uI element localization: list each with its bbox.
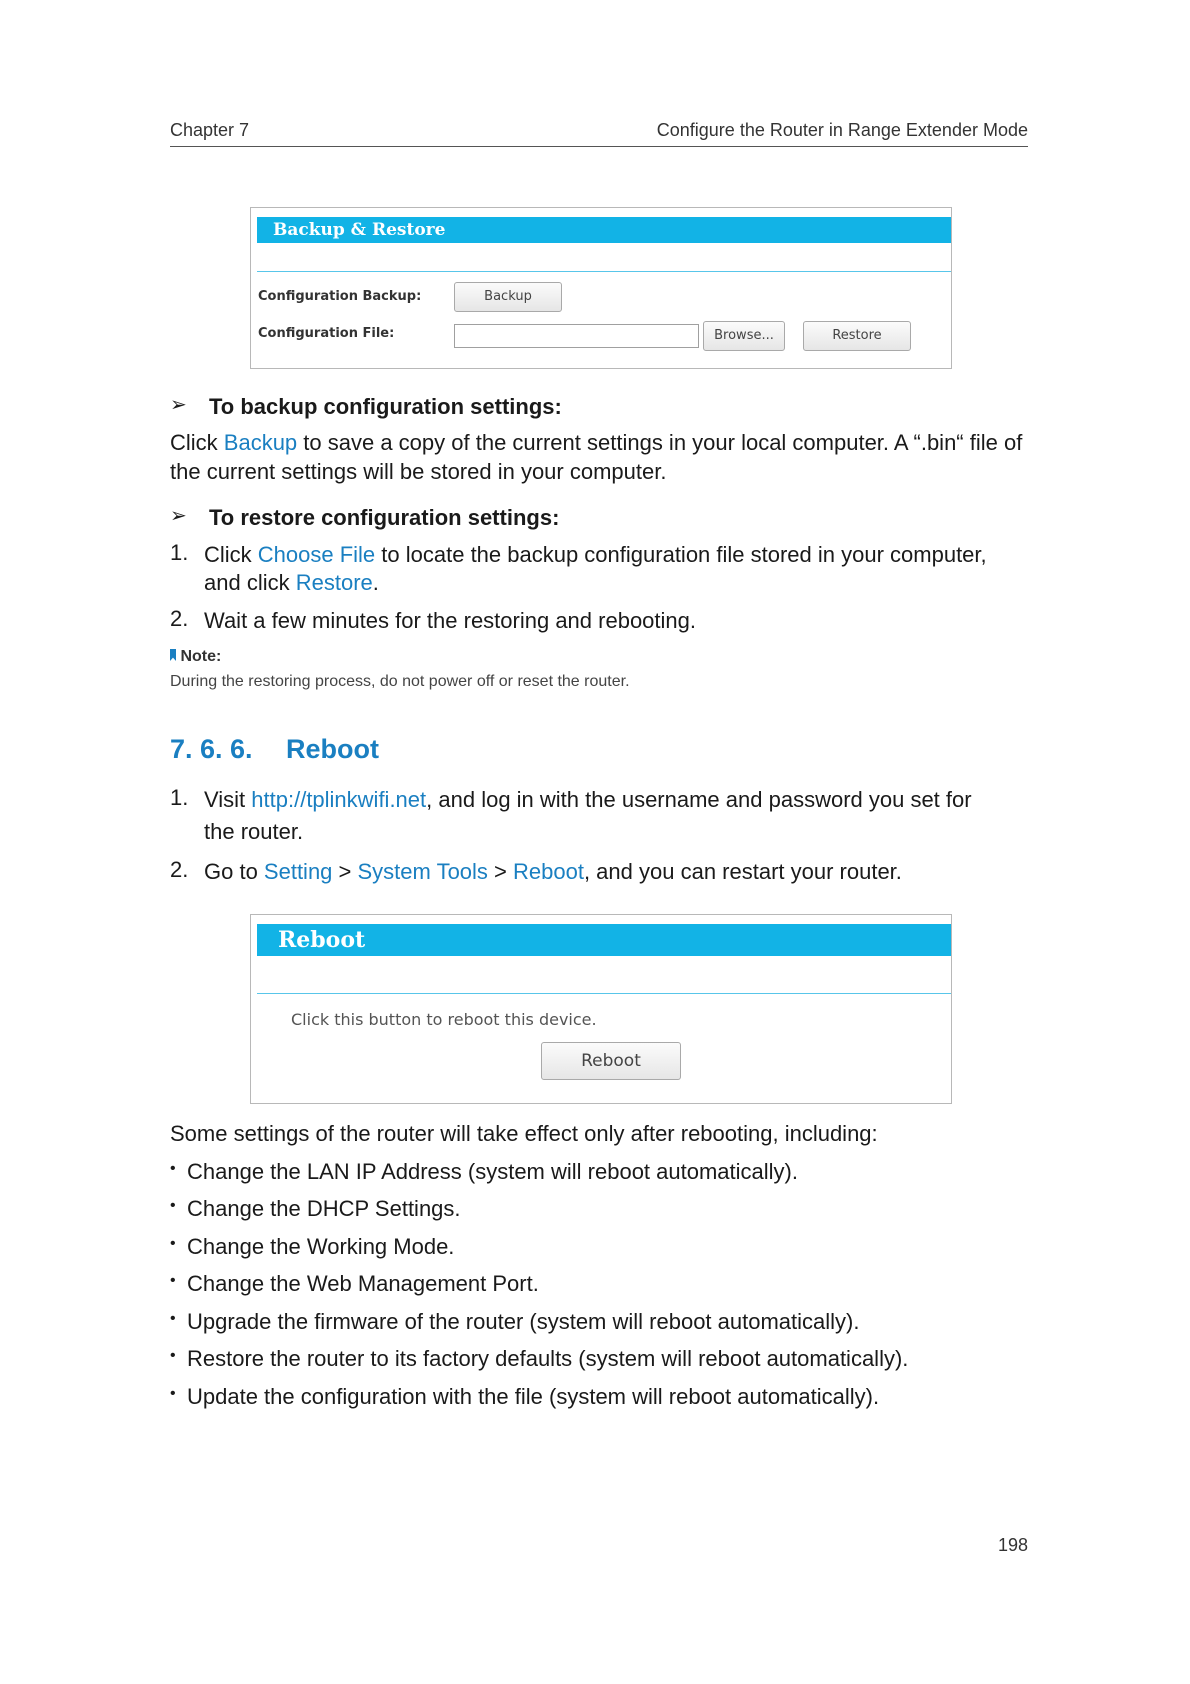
title-underline: [257, 271, 951, 272]
restore-button[interactable]: Restore: [803, 321, 911, 351]
bullet-icon: •: [170, 1385, 176, 1402]
reboot-description: Click this button to reboot this device.: [291, 1010, 597, 1029]
reboot-step2-text-post: , and you can restart your router.: [583, 859, 902, 884]
chapter-label: Chapter 7: [170, 120, 250, 140]
backup-restore-panel: [250, 207, 952, 369]
reboot-panel: [250, 914, 952, 1104]
backup-heading: To backup configuration settings:: [209, 394, 562, 419]
backup-link[interactable]: Backup: [223, 430, 298, 455]
reboot-step1-number: 1.: [170, 785, 189, 810]
reboot-step2-text: Go to: [204, 859, 264, 884]
bullet-icon: •: [170, 1160, 176, 1177]
restore-step2-text: Wait a few minutes for the restoring and rebooting.: [204, 608, 696, 633]
bullet-icon: •: [170, 1272, 176, 1289]
restore-step2-number: 2.: [170, 606, 189, 631]
section-number: 7. 6. 6.: [170, 734, 253, 764]
reboot-title: Reboot: [278, 927, 366, 953]
backup-restore-title-bar: [257, 217, 951, 243]
reboot-step1-line2: the router.: [204, 819, 304, 844]
bullet-icon: •: [170, 1197, 176, 1214]
note-text: During the restoring process, do not power off or reset the router.: [170, 673, 630, 690]
reboot-step2-line: [204, 857, 902, 886]
list-item: Change the Web Management Port.: [187, 1271, 539, 1296]
breadcrumb-separator: >: [487, 859, 513, 884]
list-item: Restore the router to its factory defaults (system will reboot automatically).: [187, 1346, 909, 1371]
system-tools-link[interactable]: System Tools: [357, 859, 488, 884]
reboot-step1-line1: [204, 785, 1028, 814]
restore-step1-line2-text: and click: [204, 570, 296, 595]
page-number: 198: [997, 1535, 1028, 1555]
browse-button[interactable]: Browse...: [703, 321, 785, 351]
backup-button[interactable]: Backup: [454, 282, 562, 312]
bullet-icon: •: [170, 1310, 176, 1327]
backup-paragraph-line2: the current settings will be stored in your computer.: [170, 459, 667, 484]
list-item: Update the configuration with the file (system will reboot automatically).: [187, 1384, 880, 1409]
arrow-bullet-icon: ➢: [170, 394, 187, 416]
page-header: [170, 120, 1028, 147]
restore-step1-line1: [204, 540, 1028, 569]
note-label: Note:: [180, 648, 222, 665]
arrow-bullet-icon: ➢: [170, 505, 187, 527]
reboot-step1-text-post: , and log in with the username and password you set for: [426, 787, 972, 812]
choose-file-link[interactable]: Choose File: [257, 542, 376, 567]
list-item: Upgrade the firmware of the router (system will reboot automatically).: [187, 1309, 860, 1334]
backup-restore-title: Backup & Restore: [273, 220, 446, 240]
list-item: Change the Working Mode.: [187, 1234, 455, 1259]
effects-intro: Some settings of the router will take effect only after rebooting, including:: [170, 1121, 878, 1146]
restore-step1-number: 1.: [170, 540, 189, 565]
section-title: Reboot: [286, 734, 379, 764]
backup-paragraph-line1: [170, 428, 1028, 457]
bullet-icon: •: [170, 1347, 176, 1364]
restore-step1-text-post: to locate the backup configuration file stored in your computer,: [375, 542, 987, 567]
reboot-title-bar: [257, 924, 951, 956]
restore-heading: To restore configuration settings:: [209, 505, 560, 530]
setting-link[interactable]: Setting: [263, 859, 333, 884]
backup-paragraph-text: Click: [170, 430, 224, 455]
backup-paragraph-text-post: to save a copy of the current settings in your local computer. A “.bin“ file of: [297, 430, 1023, 455]
restore-link[interactable]: Restore: [295, 570, 373, 595]
reboot-link[interactable]: Reboot: [513, 859, 584, 884]
reboot-step2-number: 2.: [170, 857, 189, 882]
configuration-file-input[interactable]: [454, 324, 699, 348]
bookmark-icon: [170, 649, 176, 661]
restore-step1-line2: [204, 568, 379, 597]
configuration-backup-label: Configuration Backup:: [258, 289, 422, 304]
list-item: Change the DHCP Settings.: [187, 1196, 461, 1221]
title-underline: [257, 993, 951, 994]
list-item: Change the LAN IP Address (system will reboot automatically).: [187, 1159, 798, 1184]
breadcrumb-separator: >: [332, 859, 358, 884]
restore-step1-line2-post: .: [372, 570, 379, 595]
reboot-button[interactable]: Reboot: [541, 1042, 681, 1080]
tplinkwifi-link[interactable]: http://tplinkwifi.net: [251, 787, 427, 812]
restore-step1-text: Click: [204, 542, 258, 567]
note-block: [170, 648, 221, 666]
bullet-icon: •: [170, 1235, 176, 1252]
configuration-file-label: Configuration File:: [258, 326, 395, 341]
reboot-step1-text: Visit: [204, 787, 252, 812]
chapter-title: Configure the Router in Range Extender Mode: [656, 120, 1028, 140]
